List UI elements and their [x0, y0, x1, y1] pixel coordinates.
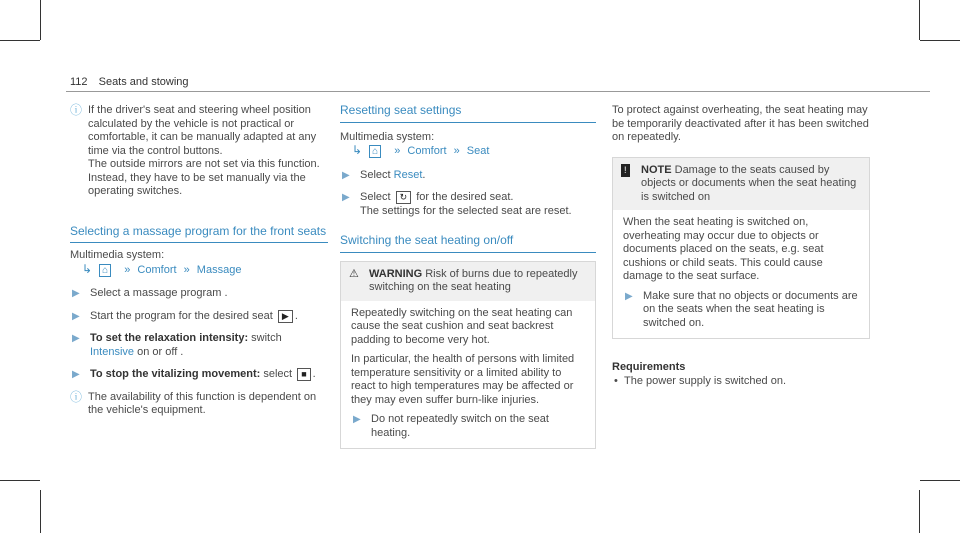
- step-arrow-icon: ▶: [625, 290, 633, 302]
- info-icon: ⓘ: [70, 103, 83, 117]
- step-arrow-icon: ▶: [353, 414, 361, 425]
- instruction-step: ▶ To stop the vitalizing movement: select ■ .: [72, 368, 316, 380]
- note-header: ! NOTE Damage to the seats caused by objects or documents when the seat heating is switched on: [613, 158, 869, 211]
- menu-path: ↳ ⌂ » Comfort » Massage: [82, 261, 242, 276]
- double-chevron-icon: »: [124, 263, 131, 276]
- intro-paragraph: To protect against overheating, the seat heating may be temporarily deactivated after it has been switched on repeatedly.: [612, 104, 869, 143]
- step-arrow-icon: ▶: [342, 169, 350, 181]
- home-icon: ⌂: [99, 264, 111, 277]
- info-note: ⓘ The availability of this function is dependent on the vehicle's equipment.: [70, 389, 317, 416]
- stop-button-icon: ■: [297, 368, 310, 381]
- page-number: 112: [70, 76, 88, 88]
- exclamation-icon: !: [621, 164, 630, 178]
- crop-mark: [0, 40, 40, 41]
- step-arrow-icon: ▶: [342, 192, 350, 203]
- crop-mark: [919, 490, 920, 533]
- column-middle: [340, 104, 596, 449]
- path-label: Multimedia system:: [340, 130, 435, 143]
- menu-path: ↳ ⌂ » Comfort » Seat: [352, 143, 490, 157]
- warning-triangle-icon: ⚠: [349, 267, 359, 280]
- warning-header: ⚠ WARNING Risk of burns due to repeatedly switching on the seat heating: [341, 262, 595, 301]
- column-left: [70, 104, 328, 422]
- instruction-step: ▶ Select ↻ for the desired seat. The settings for the selected seat are reset.: [342, 191, 572, 217]
- note-box: [612, 157, 870, 340]
- instruction-step: ▶ Make sure that no objects or documents are on the seats when the seat heating is switched on.: [625, 289, 858, 329]
- section-heading: Resetting seat settings: [340, 104, 596, 123]
- header-divider: [66, 91, 930, 92]
- instruction-step: ▶ To set the relaxation intensity: switch Intensive on or off .: [72, 332, 282, 358]
- warning-body: Repeatedly switching on the seat heating can cause the seat cushion and seat backrest padding to become very hot. In particular, the health of persons with limited temperature sensitivity or a limited ability to react to high temperatures may be affected or they may even suffer burn-like injuries. ▶ Do not repeatedly switch on the seat heating.: [341, 301, 595, 449]
- page-header: [70, 76, 189, 90]
- warning-box: [340, 261, 596, 450]
- double-chevron-icon: »: [453, 145, 460, 157]
- instruction-step: ▶ Select a massage program .: [72, 287, 228, 299]
- reset-icon: ↻: [396, 191, 412, 204]
- crop-mark: [0, 480, 40, 481]
- requirement-item: • The power supply is switched on.: [612, 375, 870, 389]
- requirements-heading: Requirements: [612, 361, 686, 373]
- crop-mark: [920, 480, 960, 481]
- instruction-step: ▶ Do not repeatedly switch on the seat heating.: [353, 413, 549, 439]
- play-button-icon: ▶: [278, 310, 293, 323]
- path-label: Multimedia system:: [70, 249, 165, 261]
- path-arrow-icon: ↳: [82, 261, 93, 276]
- section-heading: Switching the seat heating on/off: [340, 234, 596, 253]
- crop-mark: [919, 0, 920, 40]
- info-note: ⓘ If the driver's seat and steering wheel position calculated by the vehicle is not practical or comfortable, it can be manually adapted at any time via the control buttons. The outside mirrors are not set via this function. Instead, they have to be set manually via the operating switches.: [70, 103, 320, 197]
- instruction-step: ▶ Select Reset.: [342, 168, 426, 181]
- step-arrow-icon: ▶: [72, 369, 80, 380]
- section-heading: Selecting a massage program for the front seats: [70, 225, 328, 244]
- instruction-step: ▶ Start the program for the desired seat ▶ .: [72, 309, 298, 322]
- crop-mark: [40, 0, 41, 40]
- crop-mark: [920, 40, 960, 41]
- crop-mark: [40, 490, 41, 533]
- path-arrow-icon: ↳: [352, 143, 363, 157]
- info-icon: ⓘ: [70, 389, 83, 404]
- home-icon: ⌂: [369, 145, 381, 158]
- double-chevron-icon: »: [394, 145, 401, 157]
- double-chevron-icon: »: [183, 263, 190, 276]
- note-body: When the seat heating is switched on, overheating may occur due to objects or documents placed on the seats, e.g. seat cushions or child seats. This could cause damage to the seat surface. ▶ Make sure that no objects or documents are on the seats when the seat heating is switched on.: [613, 210, 869, 338]
- column-right: [612, 104, 870, 388]
- step-arrow-icon: ▶: [72, 310, 80, 322]
- section-title: Seats and stowing: [98, 76, 189, 88]
- step-arrow-icon: ▶: [72, 288, 80, 299]
- step-arrow-icon: ▶: [72, 333, 80, 344]
